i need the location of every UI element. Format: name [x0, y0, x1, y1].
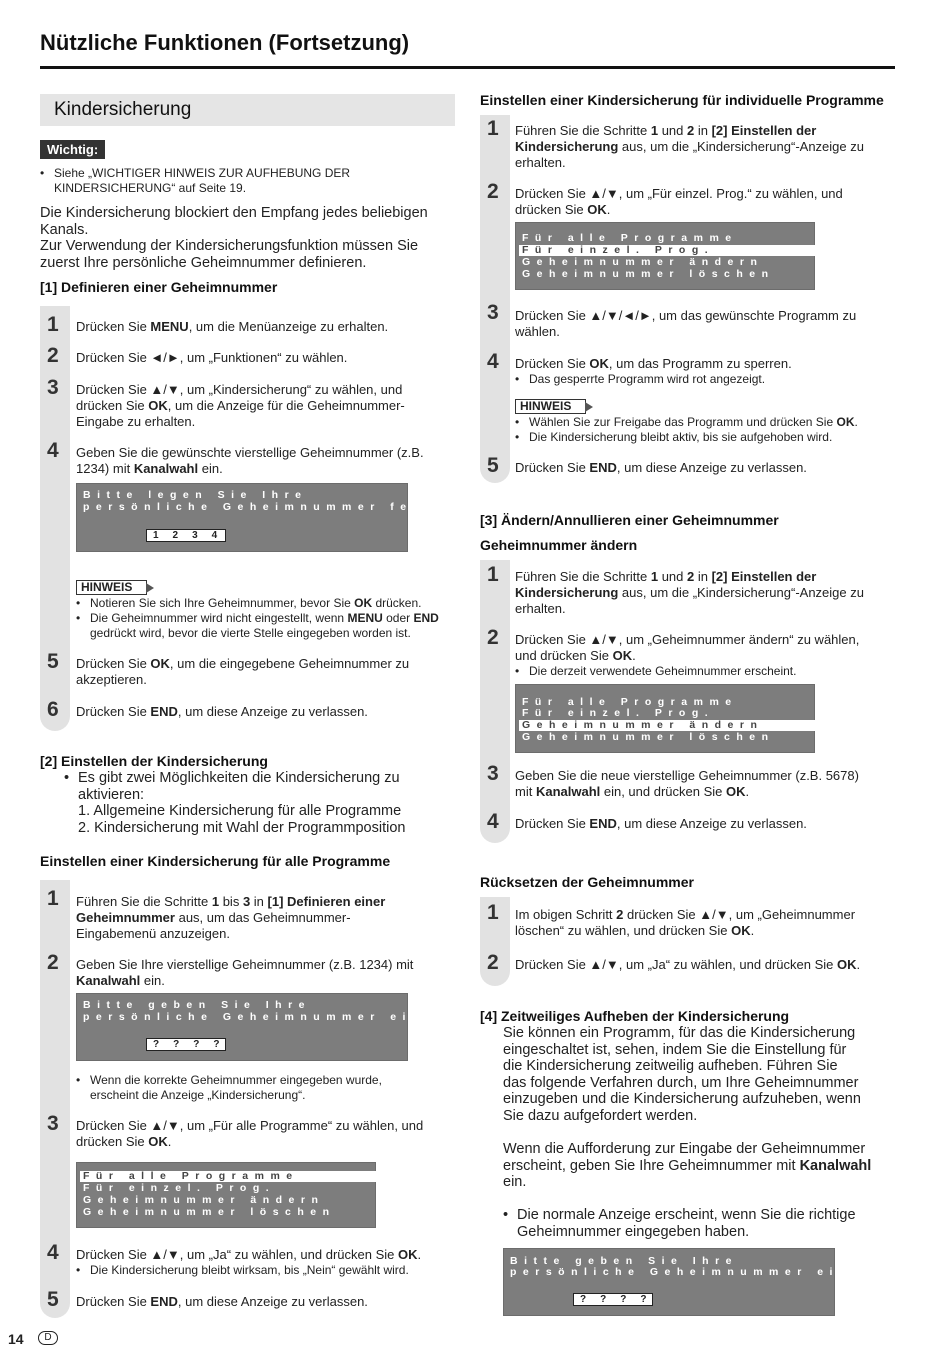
- step-number: 2: [487, 180, 499, 203]
- setting-heading: [2] Einstellen der Kindersicherung: [40, 753, 268, 769]
- temporary-heading: [4] Zeitweiliges Aufheben der Kindersicherung: [480, 1008, 790, 1024]
- osd-screen: Bitte legen Sie Ihre persönliche Geheimnummer fest. 1234: [76, 483, 408, 552]
- step-number: 1: [487, 563, 499, 586]
- step-text: Drücken Sie ▲/▼, um „Kindersicherung“ zu wählen, und drücken Sie OK, um die Anzeige für die Geheimnummer- Eingabe zu erhalten.: [76, 382, 405, 429]
- step-text: [76, 319, 388, 335]
- inline-text: drücken Sie: [76, 398, 149, 413]
- inline-text: MENU: [150, 319, 189, 334]
- note: • Wenn die korrekte Geheimnummer eingegeben wurde, erscheint die Anzeige „Kindersicherung“.: [76, 1073, 382, 1103]
- step-text: Drücken Sie ▲/▼, um „Für alle Programme“ zu wählen, und drücken Sie OK.: [76, 1118, 424, 1149]
- step-number: 3: [487, 301, 499, 324]
- section-title: Kindersicherung: [54, 99, 192, 120]
- hinweis-notes: • Notieren Sie sich Ihre Geheimnummer, bevor Sie OK drücken. • Die Geheimnummer wird nicht eingestellt, wenn MENU oder END gedrückt wird, bevor die vierte Stelle eingegeben worden ist.: [76, 596, 439, 641]
- inline-text: OK: [836, 415, 855, 429]
- hinweis-label: [76, 578, 147, 596]
- inline-text: OK: [398, 1247, 418, 1262]
- step-text: Geben Sie die gewünschte vierstellige Geheimnummer (z.B. 1234) mit Kanalwahl ein.: [76, 445, 424, 476]
- pin-field: 1234: [146, 529, 226, 542]
- step-text: [76, 704, 368, 720]
- inline-text: END: [150, 704, 178, 719]
- inline-text: 2: [616, 907, 624, 922]
- inline-text: Kindersicherung: [515, 139, 619, 154]
- step-text: Geben Sie die neue vierstellige Geheimnummer (z.B. 5678) mit Kanalwahl ein, und drücken Sie OK.: [515, 768, 859, 799]
- inline-text: OK: [589, 356, 609, 371]
- inline-text: drücken.: [372, 596, 422, 610]
- inline-text: .: [856, 957, 861, 972]
- inline-text: , um die Anzeige für die Geheimnummer-: [167, 398, 405, 413]
- inline-text: erscheint, geben Sie Ihre Geheimnummer mit: [503, 1157, 800, 1174]
- inline-text: Drücken Sie: [515, 356, 590, 371]
- step-text: Drücken Sie ▲/▼, um „Geheimnummer ändern“ zu wählen, und drücken Sie OK. • Die derzeit verwendete Geheimnummer erscheint.: [515, 632, 859, 679]
- inline-text: , um die Menüanzeige zu erhalten.: [188, 319, 389, 334]
- inline-text: , um diese Anzeige zu verlassen.: [177, 704, 368, 719]
- inline-text: Drücken Sie ▲/▼, um „Ja“ zu wählen, und drücken Sie: [515, 957, 837, 972]
- step-number: 4: [47, 1241, 59, 1264]
- inline-text: Die Geheimnummer wird nicht eingestellt, wenn: [90, 611, 348, 625]
- inline-text: END: [589, 460, 617, 475]
- step-number: 5: [47, 650, 59, 673]
- step-number: 3: [47, 376, 59, 399]
- step-number: 1: [47, 887, 59, 910]
- inline-text: Kanalwahl: [535, 784, 601, 799]
- inline-text: Kanalwahl: [76, 973, 141, 988]
- step-number: 2: [487, 951, 499, 974]
- step-number: 4: [487, 810, 499, 833]
- osd-menu-item: Für einzel. Prog.: [83, 1182, 276, 1194]
- osd-menu-item: Für alle Programme: [522, 696, 738, 708]
- inline-text: mit: [515, 784, 536, 799]
- inline-text: HINWEIS: [76, 580, 147, 595]
- inline-text: aus, um die „Kindersicherung“-Anzeige zu: [618, 139, 864, 154]
- inline-text: Drücken Sie: [76, 319, 151, 334]
- step-number: 2: [47, 951, 59, 974]
- temporary-paragraph: Sie können ein Programm, für das die Kindersicherung eingeschaltet ist, sehen, indem Sie die Einstellung für die Kindersicherung zeitweilig aufheben. Führen Sie das folgende Verfahren durch, um Ihre Geheimnummer einzugeben und die Kindersicherung aufzuheben, wenn Sie dazu aufgefordert werden.: [503, 1025, 861, 1124]
- inline-text: [2] Einstellen der: [711, 569, 817, 584]
- inline-text: HINWEIS: [515, 399, 586, 414]
- inline-text: , um diese Anzeige zu verlassen.: [177, 1294, 368, 1309]
- osd-menu-item: Für einzel. Prog.: [522, 707, 715, 719]
- step-number: 3: [47, 1112, 59, 1135]
- inline-text: drücken Sie ▲/▼, um „Geheimnummer: [623, 907, 856, 922]
- osd-screen: Bitte geben Sie Ihre persönliche Geheimnummer ein ????: [76, 993, 408, 1061]
- define-heading: [1] Definieren einer Geheimnummer: [40, 279, 278, 295]
- temporary-bullet: • Die normale Anzeige erscheint, wenn Sie die richtige Geheimnummer eingegeben haben.: [503, 1207, 856, 1240]
- inline-text: 1: [650, 123, 659, 138]
- inline-text: Drücken Sie: [515, 460, 590, 475]
- inline-text: Kanalwahl: [133, 461, 199, 476]
- step-text: Drücken Sie OK, um das Programm zu sperren. • Das gesperrte Programm wird rot angezeigt.: [515, 356, 792, 387]
- inline-text: Drücken Sie ▲/▼, um „Ja“ zu wählen, und drücken Sie: [76, 1247, 398, 1262]
- osd-menu-item: Geheimnummer löschen: [522, 268, 775, 280]
- inline-text: drücken Sie: [76, 1134, 149, 1149]
- step-bar: [480, 115, 510, 483]
- inline-text: , um diese Anzeige zu verlassen.: [616, 460, 807, 475]
- inline-text: .: [854, 415, 858, 429]
- page-title: Nützliche Funktionen (Fortsetzung): [40, 30, 410, 55]
- step-number: 5: [487, 454, 499, 477]
- step-text: [515, 460, 807, 476]
- inline-text: in: [694, 569, 712, 584]
- important-note: • Siehe „WICHTIGER HINWEIS ZUR AUFHEBUNG DER KINDERSICHERUNG“ auf Seite 19.: [40, 166, 950, 196]
- language-badge: D: [38, 1331, 58, 1345]
- inline-text: in: [694, 123, 712, 138]
- step-text: Drücken Sie ◄/►, um „Funktionen“ zu wählen.: [76, 350, 348, 365]
- inline-text: OK: [612, 648, 633, 663]
- step-number: 5: [47, 1288, 59, 1311]
- osd-menu: [515, 684, 815, 753]
- inline-text: OK: [148, 1134, 168, 1149]
- inline-text: oder: [382, 611, 414, 625]
- inline-text: .: [606, 202, 611, 217]
- setting-text: • Es gibt zwei Möglichkeiten die Kindersicherung zu aktivieren: 1. Allgemeine Kindersicherung für alle Programme 2. Kindersicherung mit Wahl der Programmposition: [64, 770, 405, 836]
- osd-menu-item: Geheimnummer ändern: [83, 1194, 325, 1206]
- inline-text: Drücken Sie: [76, 704, 151, 719]
- inline-text: Führen Sie die Schritte: [76, 894, 212, 909]
- step-text: Führen Sie die Schritte 1 und 2 in [2] Einstellen der Kindersicherung aus, um die „Kindersicherung“-Anzeige zu erhalten.: [515, 569, 864, 616]
- intro-text: Die Kindersicherung blockiert den Empfang jedes beliebigen Kanals. Zur Verwendung der Kindersicherungsfunktion müssen Sie zuerst Ihre persönliche Geheimnummer definieren.: [40, 205, 428, 271]
- inline-text: aus, um die „Kindersicherung“-Anzeige zu: [618, 585, 864, 600]
- inline-text: OK: [726, 784, 746, 799]
- inline-text: Geheimnummer: [76, 910, 175, 925]
- step-number: 1: [487, 117, 499, 140]
- inline-text: bis: [219, 894, 243, 909]
- step-text: Drücken Sie ▲/▼, um „Für einzel. Prog.“ zu wählen, und drücken Sie OK.: [515, 186, 843, 217]
- inline-text: MENU: [347, 611, 383, 625]
- step-number: 1: [487, 901, 499, 924]
- step-text: [76, 1294, 368, 1310]
- inline-text: [2] Einstellen der: [711, 123, 817, 138]
- osd-menu-item: Geheimnummer löschen: [83, 1206, 336, 1218]
- step-text: Drücken Sie ▲/▼/◄/►, um das gewünschte Programm zu wählen.: [515, 308, 857, 339]
- inline-text: ein, und drücken Sie: [600, 784, 726, 799]
- hinweis-label: [515, 397, 586, 415]
- important-badge: Wichtig:: [40, 140, 105, 159]
- reset-heading: Rücksetzen der Geheimnummer: [480, 874, 694, 890]
- all-programs-heading: Einstellen einer Kindersicherung für alle Programme: [40, 853, 391, 869]
- pin-field: ????: [146, 1038, 226, 1051]
- title-rule: [40, 66, 895, 69]
- inline-text: in: [250, 894, 268, 909]
- inline-text: Notieren Sie sich Ihre Geheimnummer, bevor Sie: [90, 596, 355, 610]
- step-number: 6: [47, 698, 59, 721]
- inline-text: Im obigen Schritt: [515, 907, 617, 922]
- inline-text: und: [658, 123, 688, 138]
- osd-menu: [515, 222, 815, 290]
- step-text: Führen Sie die Schritte 1 bis 3 in [1] Definieren einer Geheimnummer aus, um das Geheimnummer- Eingabemenü anzuzeigen.: [76, 894, 386, 941]
- inline-text: und: [658, 569, 688, 584]
- inline-text: , um die eingegebene Geheimnummer zu: [169, 656, 410, 671]
- step-number: 4: [47, 439, 59, 462]
- inline-text: ein.: [140, 973, 165, 988]
- inline-text: Kindersicherung: [515, 585, 619, 600]
- inline-text: END: [413, 611, 439, 625]
- inline-text: .: [632, 648, 636, 663]
- pin-field: ????: [573, 1293, 653, 1306]
- inline-text: END: [150, 1294, 178, 1309]
- inline-text: aus, um das Geheimnummer-: [174, 910, 351, 925]
- step-number: 1: [47, 313, 59, 336]
- step-number: 2: [487, 626, 499, 649]
- temporary-paragraph: Wenn die Aufforderung zur Eingabe der Geheimnummer erscheint, geben Sie Ihre Geheimnummer mit Kanalwahl ein.: [503, 1141, 872, 1190]
- hinweis-notes: • Wählen Sie zur Freigabe das Programm und drücken Sie OK. • Die Kindersicherung bleibt aktiv, bis sie aufgehoben wird.: [515, 415, 858, 445]
- page-number: 14: [8, 1331, 24, 1347]
- step-text: [515, 816, 807, 832]
- inline-text: .: [745, 784, 750, 799]
- osd-screen: Bitte geben Sie Ihre persönliche Geheimnummer ein ????: [503, 1248, 835, 1316]
- osd-menu-item: Für einzel. Prog.: [519, 245, 815, 256]
- osd-menu-item: Geheimnummer ändern: [522, 256, 764, 268]
- inline-text: 1234) mit: [76, 461, 134, 476]
- change-subheading: Geheimnummer ändern: [480, 537, 638, 553]
- inline-text: .: [750, 923, 755, 938]
- osd-menu: [76, 1162, 376, 1228]
- section-header: [40, 94, 455, 126]
- step-text: Geben Sie Ihre vierstellige Geheimnummer (z.B. 1234) mit Kanalwahl ein.: [76, 957, 414, 988]
- inline-text: 1: [650, 569, 659, 584]
- inline-text: Drücken Sie: [515, 816, 590, 831]
- inline-text: , um diese Anzeige zu verlassen.: [616, 816, 807, 831]
- inline-text: Drücken Sie: [76, 1294, 151, 1309]
- step-number: 4: [487, 350, 499, 373]
- inline-text: Kanalwahl: [799, 1157, 872, 1174]
- step-text: [515, 957, 860, 973]
- inline-text: 3: [242, 894, 251, 909]
- inline-text: löschen“ zu wählen, und drücken Sie: [515, 923, 732, 938]
- individual-heading: Einstellen einer Kindersicherung für individuelle Programme: [480, 92, 884, 108]
- osd-menu-item: Für alle Programme: [80, 1171, 376, 1182]
- osd-menu-item: Geheimnummer ändern: [519, 720, 815, 731]
- inline-text: OK: [150, 656, 170, 671]
- change-heading: [3] Ändern/Annullieren einer Geheimnummer: [480, 512, 779, 528]
- inline-text: , um das Programm zu sperren.: [608, 356, 792, 371]
- inline-text: OK: [731, 923, 751, 938]
- inline-text: END: [589, 816, 617, 831]
- osd-menu-item: Für alle Programme: [522, 232, 738, 244]
- inline-text: 2: [687, 569, 695, 584]
- inline-text: 1: [211, 894, 220, 909]
- step-number: 3: [487, 762, 499, 785]
- inline-text: Führen Sie die Schritte: [515, 569, 651, 584]
- inline-text: Führen Sie die Schritte: [515, 123, 651, 138]
- inline-text: .: [167, 1134, 172, 1149]
- osd-menu-item: Geheimnummer löschen: [522, 731, 775, 743]
- inline-text: [1] Definieren einer: [267, 894, 386, 909]
- inline-text: OK: [354, 596, 373, 610]
- step-bar: [480, 560, 510, 843]
- step-text: [515, 907, 855, 939]
- inline-text: Drücken Sie: [76, 656, 151, 671]
- inline-text: drücken Sie: [515, 202, 588, 217]
- inline-text: und drücken Sie: [515, 648, 613, 663]
- step-text: Führen Sie die Schritte 1 und 2 in [2] Einstellen der Kindersicherung aus, um die „Kindersicherung“-Anzeige zu erhalten.: [515, 123, 864, 170]
- inline-text: OK: [587, 202, 607, 217]
- step-text: Drücken Sie ▲/▼, um „Ja“ zu wählen, und drücken Sie OK. • Die Kindersicherung bleibt wirksam, bis „Nein“ gewählt wird.: [76, 1247, 421, 1278]
- inline-text: .: [417, 1247, 422, 1262]
- step-text: Drücken Sie OK, um die eingegebene Geheimnummer zu akzeptieren.: [76, 656, 410, 687]
- inline-text: OK: [148, 398, 168, 413]
- inline-text: OK: [837, 957, 857, 972]
- inline-text: 2: [687, 123, 695, 138]
- step-number: 2: [47, 344, 59, 367]
- inline-text: Wählen Sie zur Freigabe das Programm und drücken Sie: [529, 415, 837, 429]
- inline-text: ein.: [198, 461, 223, 476]
